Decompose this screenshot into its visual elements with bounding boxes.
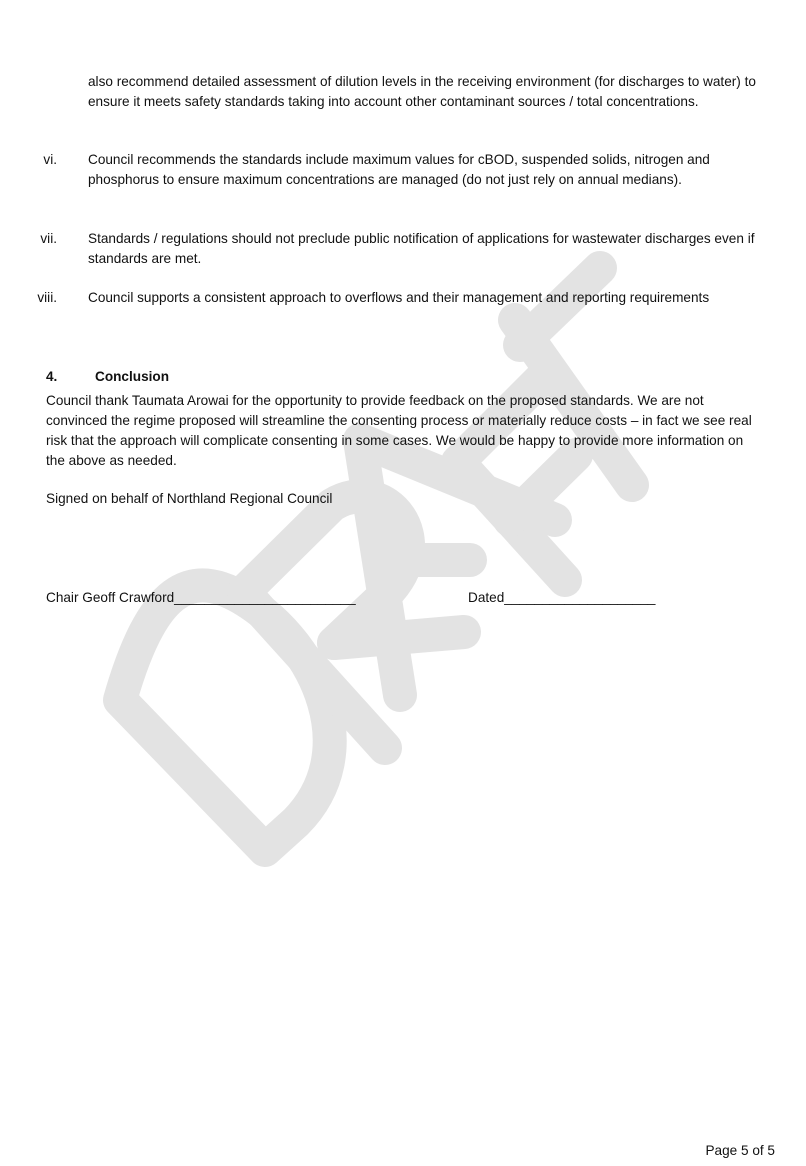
- list-numeral: vii.: [40, 231, 57, 246]
- chair-signature-line: Chair Geoff Crawford________________________: [46, 590, 356, 605]
- section-title: Conclusion: [95, 369, 170, 384]
- list-numeral: viii.: [37, 290, 57, 305]
- conclusion-paragraph: Council thank Taumata Arowai for the opportunity to provide feedback on the proposed standards. We are not convinced the regime proposed will streamline the consenting process or materially reduce costs – in fact we see real risk that the approach will complicate consenting in some cases. We would be happy to provide more information on the above as needed.: [46, 393, 752, 468]
- dated-line: Dated____________________: [468, 590, 656, 605]
- list-item-text: Standards / regulations should not preclude public notification of applications for wastewater discharges even if standards are met.: [88, 231, 755, 266]
- list-numeral: vi.: [43, 152, 57, 167]
- section-heading: [46, 367, 169, 387]
- section-number: 4.: [46, 369, 58, 384]
- list-item-text: Council supports a consistent approach to overflows and their management and reporting requirements: [88, 290, 710, 305]
- continued-paragraph: also recommend detailed assessment of dilution levels in the receiving environment (for discharges to water) to ensure it meets safety standards taking into account other contaminant sources / total concentrations.: [88, 74, 756, 109]
- list-item-text: Council recommends the standards include maximum values for cBOD, suspended solids, nitrogen and phosphorus to ensure maximum concentrations are managed (do not just rely on annual medians).: [88, 152, 710, 187]
- page-footer: Page 5 of 5: [705, 1143, 775, 1158]
- signed-statement: Signed on behalf of Northland Regional Council: [46, 491, 333, 506]
